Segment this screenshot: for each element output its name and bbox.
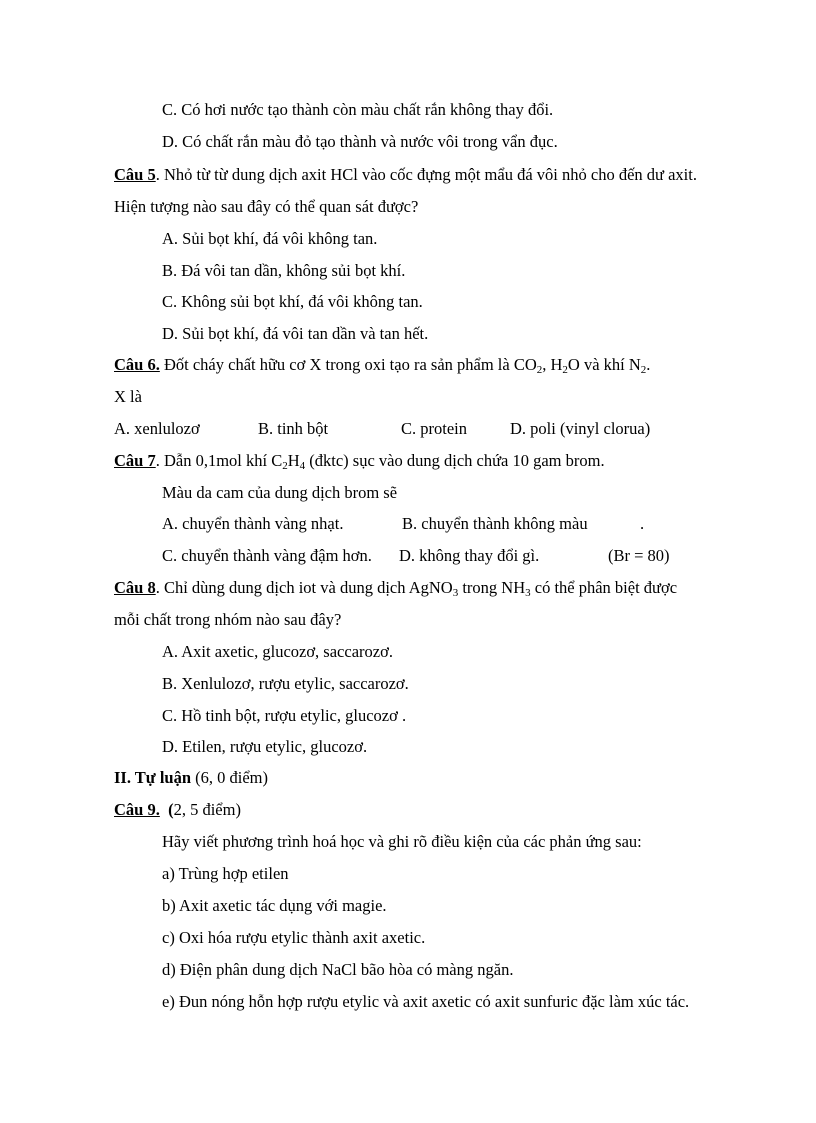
q9-points: 2, 5 điểm) — [173, 800, 241, 819]
section-title: II. Tự luận — [114, 768, 192, 787]
q5-question — [114, 165, 697, 185]
q4-option-d: D. Có chất rắn màu đỏ tạo thành và nước vôi trong vẩn đục. — [162, 132, 558, 151]
q6-label: Câu 6. — [114, 355, 160, 374]
q7-text-line2: Màu da cam của dung dịch brom sẽ — [162, 483, 398, 502]
q5-text-line2: Hiện tượng nào sau đây có thể quan sát được? — [114, 197, 419, 216]
q9-gap — [160, 800, 168, 819]
q6-text-line2: X là — [114, 387, 142, 406]
q7-sub: 4 — [299, 460, 306, 472]
q7-option-b: B. chuyển thành không màu — [402, 514, 588, 533]
q7-dot: . — [640, 514, 645, 533]
q8-sub: 3 — [452, 587, 459, 599]
q8-option-a: A. Axit axetic, glucozơ, saccarozơ. — [162, 642, 393, 661]
q8-option-d: D. Etilen, rượu etylic, glucozơ. — [162, 737, 368, 756]
q6-text: Đốt cháy chất hữu cơ X trong oxi tạo ra sản phẩm là CO — [159, 355, 537, 374]
q6-text: . — [646, 355, 651, 374]
q9-label: Câu 9. — [114, 800, 160, 819]
q8-option-c: C. Hồ tinh bột, rượu etylic, glucozơ . — [162, 706, 407, 725]
q6-text: O và khí N — [567, 355, 641, 374]
q6-option-c: C. protein — [401, 419, 467, 438]
q5-text: . Nhỏ từ từ dung dịch axit HCl vào cốc đựng một mẩu đá vôi nhỏ cho đến dư axit. — [155, 165, 697, 184]
section-points: (6, 0 điểm) — [191, 768, 268, 787]
q8-text: . Chỉ dùng dung dịch iot và dung dịch AgNO — [155, 578, 453, 597]
q6-sub: 2 — [640, 364, 647, 376]
q6-option-b: B. tinh bột — [258, 419, 329, 438]
q6-option-d: D. poli (vinyl clorua) — [510, 419, 651, 438]
q7-text: H — [287, 451, 300, 470]
q8-sub: 3 — [525, 587, 531, 599]
q4-option-c: C. Có hơi nước tạo thành còn màu chất rắn không thay đổi. — [162, 100, 554, 119]
q9-item-e: e) Đun nóng hỗn hợp rượu etylic và axit axetic có axit sunfuric đặc làm xúc tác. — [162, 992, 690, 1011]
q9-paren: ( — [168, 800, 174, 819]
q7-question — [114, 451, 605, 471]
q9-item-c: c) Oxi hóa rượu etylic thành axit axetic. — [162, 928, 426, 947]
q7-text: . Dẫn 0,1mol khí C — [155, 451, 283, 470]
q9-item-a: a) Trùng hợp etilen — [162, 864, 289, 883]
q7-sub: 2 — [282, 460, 288, 472]
q7-text: (đktc) sục vào dung dịch chứa 10 gam brom. — [305, 451, 605, 470]
q7-label: Câu 7 — [114, 451, 156, 470]
q6-sub: 2 — [536, 364, 543, 376]
q7-option-c: C. chuyển thành vàng đậm hơn. — [162, 546, 372, 565]
q8-label: Câu 8 — [114, 578, 156, 597]
q8-text: trong NH — [458, 578, 526, 597]
q6-sub: 2 — [562, 364, 568, 376]
q5-option-b: B. Đá vôi tan dần, không sủi bọt khí. — [162, 261, 406, 280]
q5-option-a: A. Sủi bọt khí, đá vôi không tan. — [162, 229, 378, 248]
q5-label: Câu 5 — [114, 165, 156, 184]
q8-text-line2: mỗi chất trong nhóm nào sau đây? — [114, 610, 342, 629]
q9-item-b: b) Axit axetic tác dụng với magie. — [162, 896, 387, 915]
q7-note: (Br = 80) — [608, 546, 670, 565]
q6-question — [114, 355, 650, 375]
q6-text: , H — [542, 355, 563, 374]
q8-option-b: B. Xenlulozơ, rượu etylic, saccarozơ. — [162, 674, 409, 693]
q9-intro: Hãy viết phương trình hoá học và ghi rõ điều kiện của các phản ứng sau: — [162, 832, 642, 851]
q6-option-a: A. xenlulozơ — [114, 419, 200, 438]
q8-text: có thể phân biệt được — [530, 578, 678, 597]
q9-item-d: d) Điện phân dung dịch NaCl bão hòa có màng ngăn. — [162, 960, 514, 979]
q5-option-c: C. Không sủi bọt khí, đá vôi không tan. — [162, 292, 423, 311]
q9-question — [114, 800, 241, 820]
q5-option-d: D. Sủi bọt khí, đá vôi tan dần và tan hết. — [162, 324, 429, 343]
q7-option-a: A. chuyển thành vàng nhạt. — [162, 514, 344, 533]
q8-question — [114, 578, 677, 598]
section-heading — [114, 768, 268, 788]
q7-option-d: D. không thay đổi gì. — [399, 546, 540, 565]
